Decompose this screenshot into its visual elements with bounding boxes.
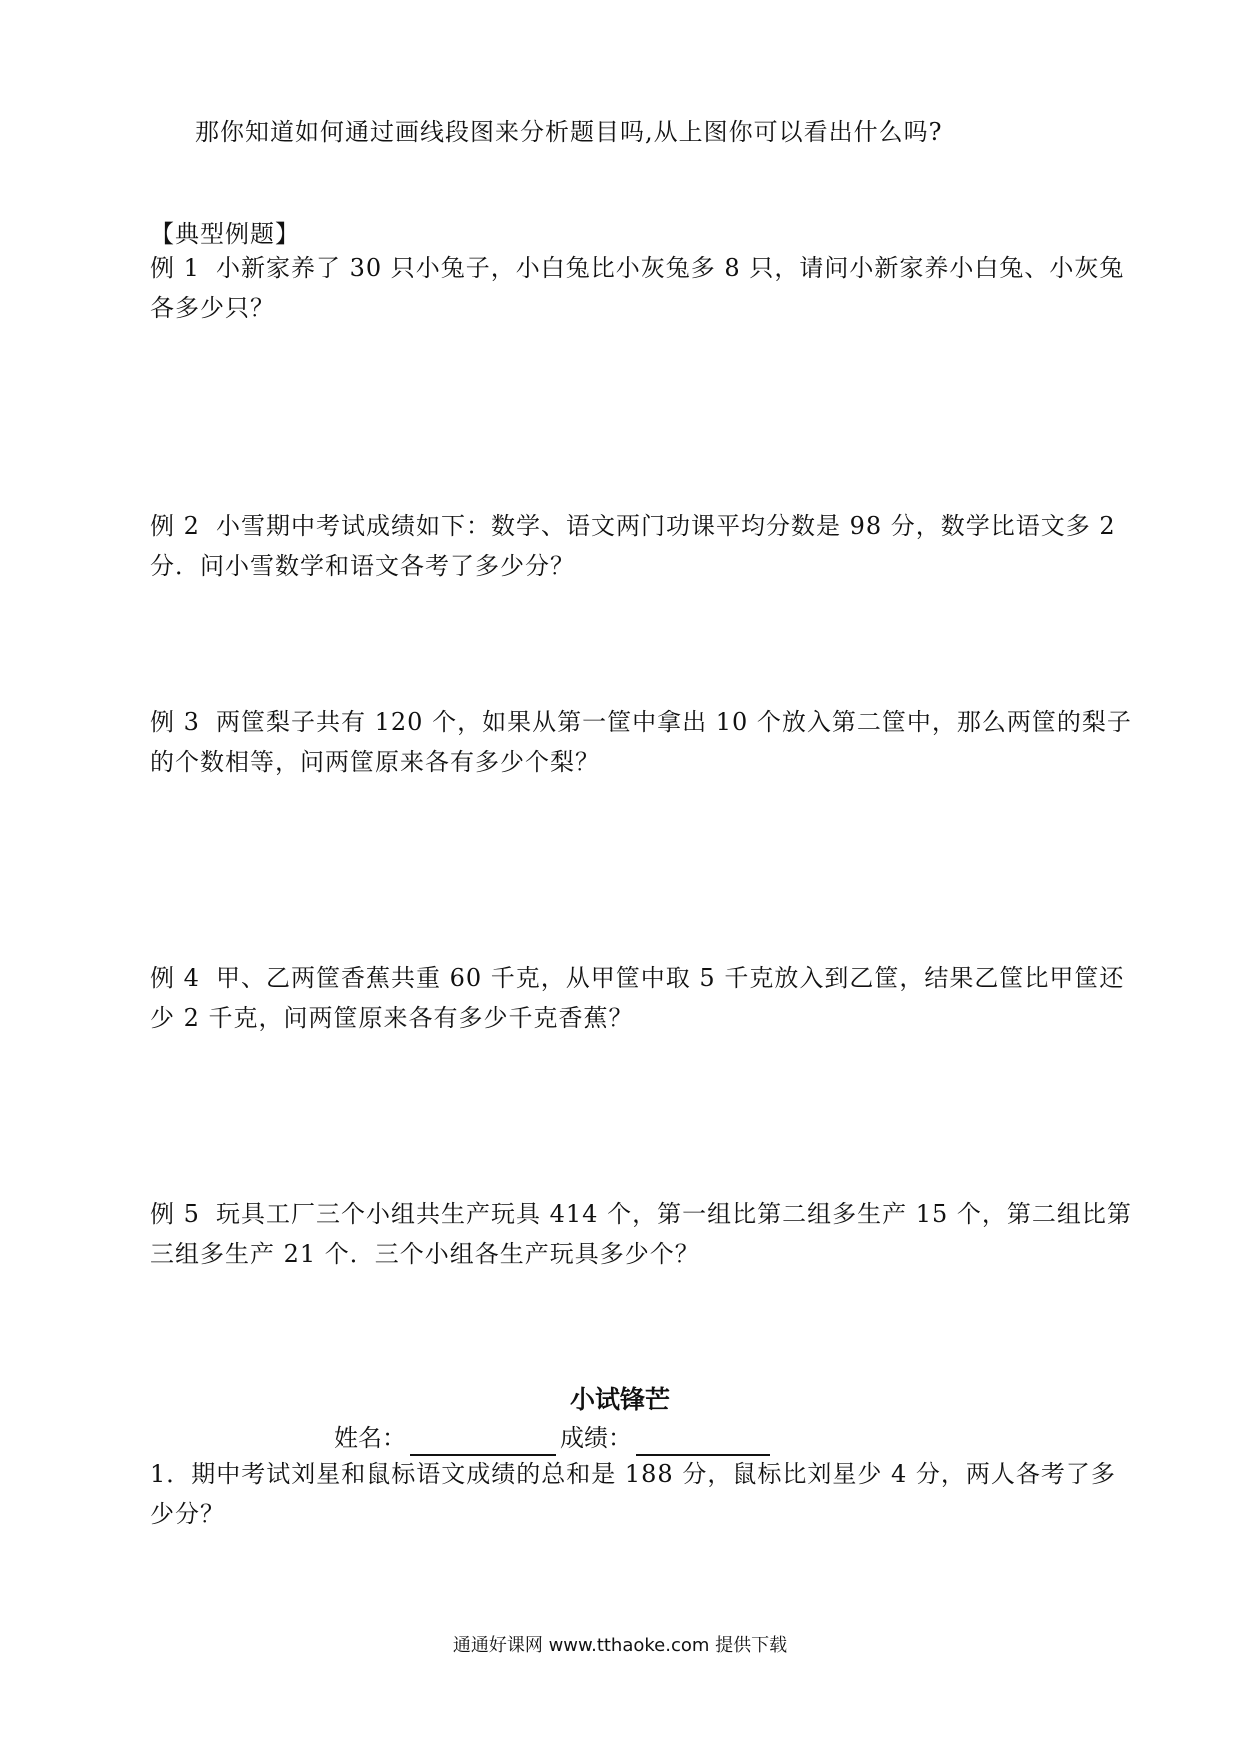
example-2-line-2: 分．问小雪数学和语文各考了多少分？	[150, 552, 575, 580]
example-2-label: 例 2	[150, 512, 200, 540]
name-label: 姓名：	[334, 1424, 406, 1452]
example-1-line-1	[150, 248, 1125, 288]
intro-text: 那你知道如何通过画线段图来分析题目吗,从上图你可以看出什么吗?	[195, 118, 943, 146]
example-2-line-1	[150, 506, 1116, 546]
score-label: 成绩：	[560, 1424, 632, 1452]
practice-question-1-line-1: 1．期中考试刘星和鼠标语文成绩的总和是 188 分，鼠标比刘星少 4 分，两人各考了多	[150, 1460, 1116, 1488]
example-3-text: 两筐梨子共有 120 个，如果从第一筐中拿出 10 个放入第二筐中，那么两筐的梨子	[216, 708, 1132, 736]
example-3-label: 例 3	[150, 708, 200, 736]
score-blank[interactable]	[636, 1424, 770, 1456]
example-5-line-2: 三组多生产 21 个．三个小组各生产玩具多少个？	[150, 1240, 700, 1268]
example-1-label: 例 1	[150, 254, 200, 282]
example-5-line-1	[150, 1194, 1132, 1234]
example-2-text: 小雪期中考试成绩如下：数学、语文两门功课平均分数是 98 分，数学比语文多 2	[216, 512, 1116, 540]
practice-question-1-line-2: 少分？	[150, 1500, 225, 1528]
example-1-text: 小新家养了 30 只小兔子，小白兔比小灰兔多 8 只，请问小新家养小白兔、小灰兔	[216, 254, 1125, 282]
example-4-line-2: 少 2 千克，问两筐原来各有多少千克香蕉？	[150, 1004, 634, 1032]
example-3-line-2: 的个数相等，问两筐原来各有多少个梨？	[150, 748, 600, 776]
example-4-label: 例 4	[150, 964, 200, 992]
example-4-text: 甲、乙两筐香蕉共重 60 千克，从甲筐中取 5 千克放入到乙筐，结果乙筐比甲筐还	[216, 964, 1125, 992]
name-score-bar	[334, 1420, 774, 1456]
footer-text: 通通好课网 www.tthaoke.com 提供下载	[452, 1635, 788, 1656]
practice-title: 小试锋芒	[569, 1385, 670, 1414]
example-5-label: 例 5	[150, 1200, 200, 1228]
example-5-text: 玩具工厂三个小组共生产玩具 414 个，第一组比第二组多生产 15 个，第二组比第	[216, 1200, 1132, 1228]
example-3-line-1	[150, 702, 1132, 742]
example-1-line-2: 各多少只？	[150, 294, 275, 322]
example-4-line-1	[150, 958, 1125, 998]
section-heading: 【典型例题】	[150, 220, 300, 248]
name-blank[interactable]	[410, 1424, 556, 1456]
